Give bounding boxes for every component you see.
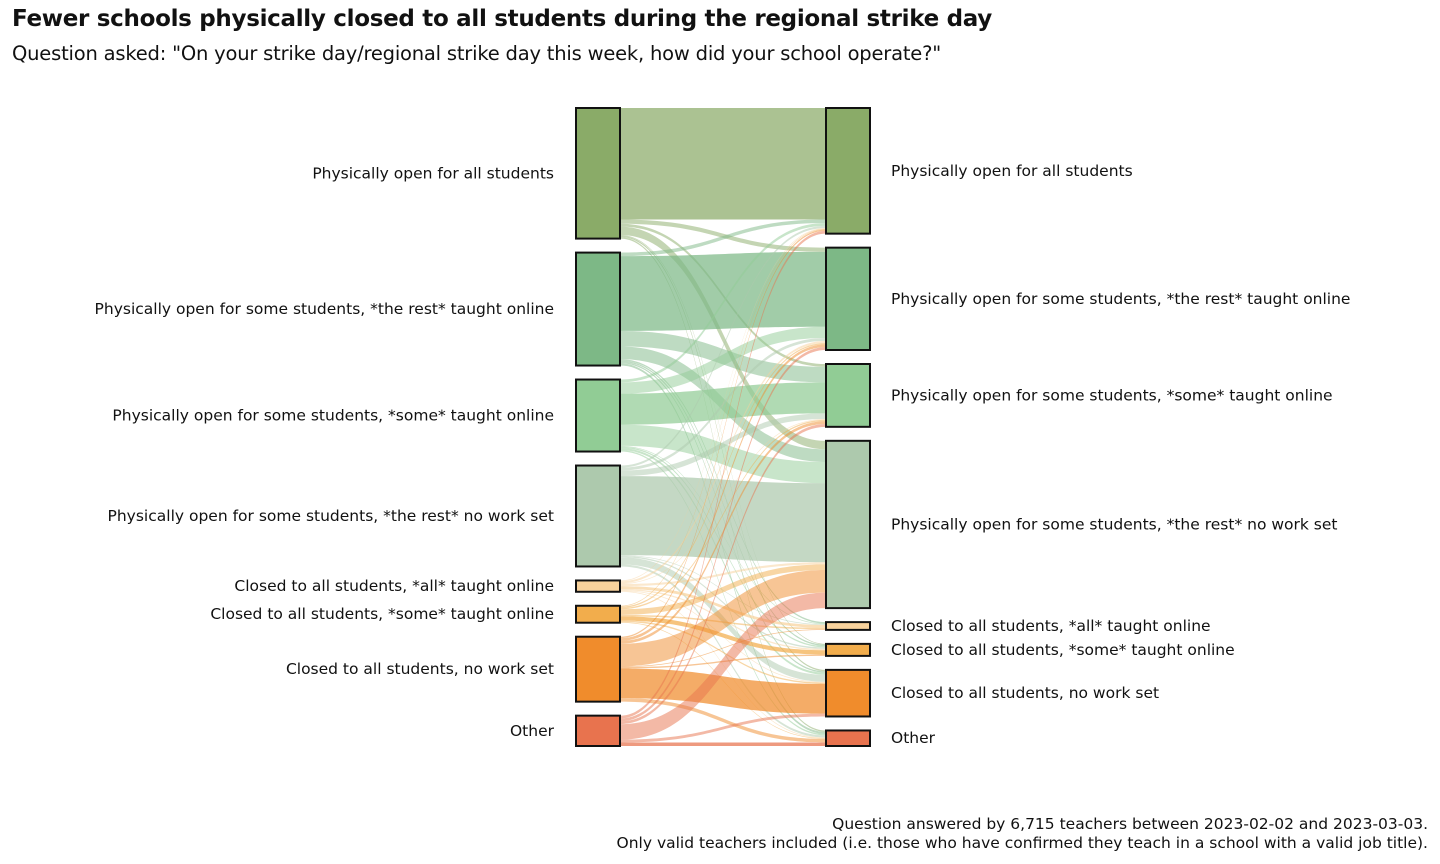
flow-3-to-3 bbox=[620, 476, 826, 562]
right-node-label-7: Other bbox=[891, 729, 936, 748]
left-node-1 bbox=[576, 253, 620, 366]
left-node-label-6: Closed to all students, no work set bbox=[285, 660, 554, 679]
left-node-label-7: Other bbox=[509, 721, 554, 740]
right-node-label-2: Physically open for some students, *some* taught online bbox=[891, 386, 1333, 405]
right-node-label-6: Closed to all students, no work set bbox=[891, 684, 1160, 703]
left-node-label-1: Physically open for some students, *the rest* taught online bbox=[94, 300, 554, 319]
right-node-4 bbox=[826, 622, 870, 630]
right-node-1 bbox=[826, 248, 870, 350]
right-node-label-0: Physically open for all students bbox=[891, 161, 1133, 180]
left-node-2 bbox=[576, 380, 620, 452]
footnote-respondents: Question answered by 6,715 teachers between 2023-02-02 and 2023-03-03. bbox=[832, 815, 1428, 833]
flow-1-to-1 bbox=[620, 252, 826, 331]
right-node-label-1: Physically open for some students, *the rest* taught online bbox=[891, 289, 1351, 308]
flow-0-to-0 bbox=[620, 108, 826, 220]
right-node-label-5: Closed to all students, *some* taught online bbox=[891, 640, 1235, 659]
left-node-7 bbox=[576, 716, 620, 746]
left-node-3 bbox=[576, 466, 620, 567]
chart-title: Fewer schools physically closed to all students during the regional strike day bbox=[12, 6, 992, 32]
left-node-0 bbox=[576, 108, 620, 239]
left-node-4 bbox=[576, 580, 620, 591]
right-node-2 bbox=[826, 364, 870, 427]
left-node-label-0: Physically open for all students bbox=[312, 164, 554, 183]
right-node-0 bbox=[826, 108, 870, 234]
right-node-7 bbox=[826, 730, 870, 746]
flows-layer bbox=[620, 108, 826, 746]
flow-7-to-7 bbox=[620, 742, 826, 746]
left-node-label-2: Physically open for some students, *some* taught online bbox=[112, 406, 554, 425]
left-node-6 bbox=[576, 637, 620, 702]
right-node-label-3: Physically open for some students, *the rest* no work set bbox=[891, 515, 1338, 534]
chart-subtitle: Question asked: "On your strike day/regional strike day this week, how did your school operate?" bbox=[12, 42, 942, 65]
left-node-label-5: Closed to all students, *some* taught online bbox=[210, 605, 554, 624]
right-node-label-4: Closed to all students, *all* taught online bbox=[891, 617, 1211, 635]
right-node-3 bbox=[826, 441, 870, 608]
left-node-5 bbox=[576, 606, 620, 623]
right-node-5 bbox=[826, 644, 870, 656]
right-node-6 bbox=[826, 670, 870, 717]
left-node-label-4: Closed to all students, *all* taught online bbox=[234, 577, 554, 596]
footnote-validity: Only valid teachers included (i.e. those who have confirmed they teach in a school with a valid job title). bbox=[616, 834, 1428, 852]
left-node-label-3: Physically open for some students, *the rest* no work set bbox=[107, 507, 554, 525]
